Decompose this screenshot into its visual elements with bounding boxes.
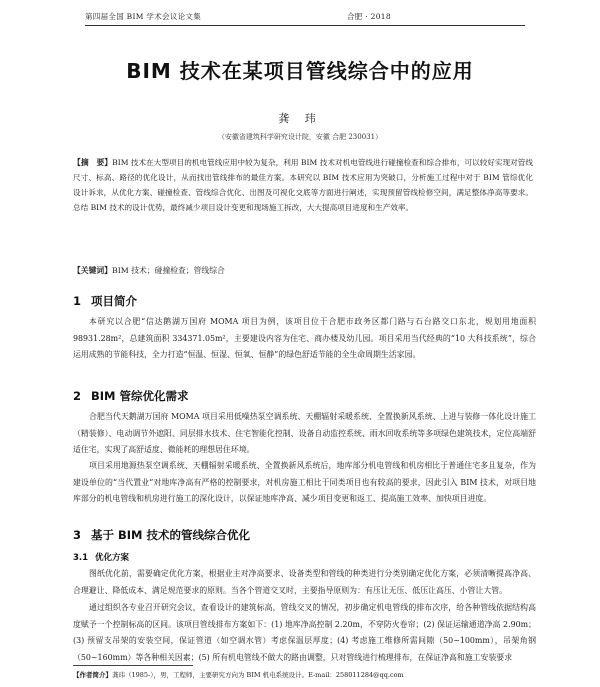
- section-number: 2: [73, 389, 82, 403]
- author-name: 龚 玮: [278, 112, 322, 125]
- keywords-label: 【关键词】: [73, 266, 112, 275]
- section-heading: [73, 293, 533, 309]
- body-paragraph: 合肥当代天鹅湖万国府 MOMA 项目采用低噪热泵空调系统、天棚辐射采暖系统、全置换新风系统、上进与装修一体化设计施工（精装修）、电动调节外遮阳、同层排水技术、住宅智能化控制、设备自动监控系统、雨水回收系统等多项绿色建筑技术，定位高端舒适住宅，实现了高舒适度、微能耗的理想居住环境。: [73, 412, 536, 454]
- footnote-rule: [73, 665, 193, 666]
- subsection-heading: [73, 551, 533, 563]
- body-paragraph: 通过组织各专业召开研究会议，查看设计的建筑标高，管线交叉的情况，初步确定机电管线的排布次序，给各种管线依据结构高度赋予一个控制标高的区间。该项目管线排布方案如下：(1) 地库净高控制 2.20m，不穿防火卷帘；(2) 保证运输通道净高 2.90m；(3) 预留支吊架的安装空间，保证管道（如空调水管）考虑保温层厚度；(4) 考虑施工维修所需间隙（50~100mm），吊架角钢（50~160mm）等各种相关因素；(5) 所有机电管线不做大的路由调整，只对管线进行梳理排布，在保证净高和施工安装要求: [73, 603, 536, 662]
- section-title: 基于 BIM 技术的管线综合优化: [91, 528, 250, 542]
- abstract-text: BIM 技术在大型项目的机电管线应用中较为复杂，利用 BIM 技术对机电管线进行碰撞检查和综合排布，可以较好实现对管线尺寸、标高、路径的优化设计，从而找出管线排布的最佳方案。本研究以 BIM 技术应用为突破口，分析施工过程中对于 BIM 管综优化设计诉求，从优化方案、碰撞检查、管线综合优化、出图及可视化交底等方面进行阐述，实现预留管线检修空间，满足整体净高等要求。总结 BIM 技术的设计优势，最终减少项目设计变更和现场施工拆改，大大提高项目进度和生产效率。: [73, 158, 533, 212]
- conference-place-year: 合肥 · 2018: [347, 12, 391, 21]
- paper-title: BIM 技术在某项目管线综合中的应用: [126, 59, 474, 83]
- section-title: BIM 管综优化需求: [91, 389, 189, 403]
- section-number: 3: [73, 528, 82, 542]
- author-affiliation: （安徽省建筑科学研究设计院，安徽 合肥 230031）: [217, 133, 383, 141]
- keywords: [73, 264, 533, 278]
- header-rule: [85, 25, 525, 26]
- subsection-title: 优化方案: [95, 553, 130, 563]
- footnote-text: 龚玮（1985-），男，工程师，主要研究方向为 BIM 机电系统设计。E-mail：258011284@qq.com: [112, 671, 404, 679]
- keywords-text: BIM 技术；碰撞检查；管线综合: [111, 266, 225, 275]
- section-heading: [73, 388, 533, 404]
- abstract-label: 【摘 要】: [73, 158, 113, 167]
- section-title: 项目简介: [91, 294, 137, 308]
- section-heading: [73, 527, 533, 543]
- body-paragraph: 项目采用地源热泵空调系统、天棚辐射采暖系统、全置换新风系统后，地库部分机电管线和机房相比于普通住宅多且复杂，作为建设单位的“当代置业”对地库净高有严格的控制要求，对机房施工相比于同类项目也有较高的要求，因此引入 BIM 技术，对项目地库部分的机电管线和机房进行施工的深化设计，以保证地库净高、减少项目变更和返工、提高施工效率、加快项目进度。: [73, 461, 536, 503]
- abstract: [73, 155, 533, 215]
- body-paragraph: 图纸优化前，需要确定优化方案，根据业主对净高要求、设备类型和管线的种类进行分类别确定优化方案，必须清晰提高净高、合理避让、降低成本、满足规范要求的原则。当各个管道交叉时，主要指导原则为：有压让无压、低压让高压、小管让大管。: [73, 569, 536, 595]
- section-number: 1: [73, 294, 82, 308]
- footnote-label: 【作者简介】: [73, 671, 112, 679]
- conference-name: 第四届全国 BIM 学术会议论文集: [85, 12, 202, 21]
- subsection-number: 3.1: [73, 553, 89, 563]
- author-footnote: [73, 670, 533, 679]
- body-paragraph: 本研究以合肥“信达鹅湖万国府 MOMA 项目为例，该项目位于合肥市政务区都门路与石台路交口东北，规划用地面积 98931.28m²，总建筑面积 334371.05m²，主要建设内容为住宅、商办楼及幼儿园。项目采用当代经典的“10 大科技系统”，综合运用成熟的节能科技，全力打造“恒温、恒湿、恒氧、恒静”的绿色舒适节能的全生命周期生活家园。: [73, 317, 536, 359]
